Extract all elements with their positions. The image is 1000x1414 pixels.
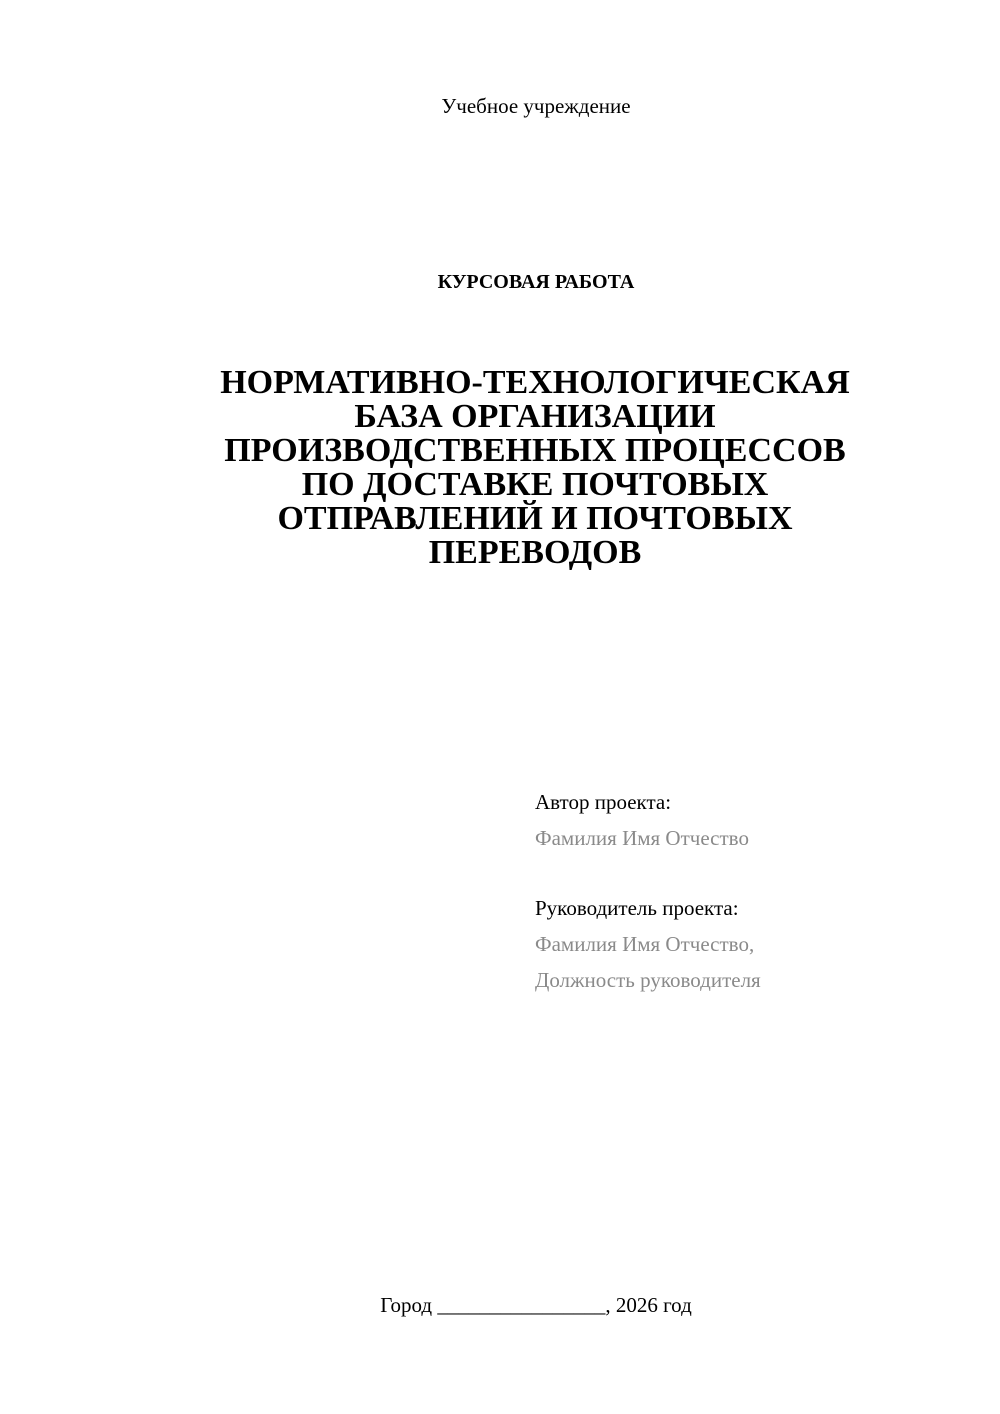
supervisor-name: Фамилия Имя Отчество,	[535, 932, 755, 956]
author-label: Автор проекта:	[535, 790, 672, 814]
author-block	[535, 784, 975, 856]
supervisor-label: Руководитель проекта:	[535, 896, 739, 920]
title-line-4: ПО ДОСТАВКЕ ПОЧТОВЫХ	[301, 466, 769, 503]
title-line-5: ОТПРАВЛЕНИЙ И ПОЧТОВЫХ	[277, 500, 793, 537]
title-line-2: БАЗА ОРГАНИЗАЦИИ	[354, 398, 716, 435]
supervisor-position: Должность руководителя	[535, 968, 761, 992]
document-type: КУРСОВАЯ РАБОТА	[437, 271, 635, 293]
title-line-1: НОРМАТИВНО-ТЕХНОЛОГИЧЕСКАЯ	[220, 364, 850, 401]
institution-name: Учебное учреждение	[441, 94, 631, 118]
title-line-3: ПРОИЗВОДСТВЕННЫХ ПРОЦЕССОВ	[224, 432, 846, 469]
author-name: Фамилия Имя Отчество	[535, 826, 749, 850]
city-year-line: Город ________________, 2026 год	[380, 1293, 692, 1317]
title-line-6: ПЕРЕВОДОВ	[428, 534, 642, 571]
document-title	[170, 366, 900, 570]
supervisor-block	[535, 890, 975, 998]
